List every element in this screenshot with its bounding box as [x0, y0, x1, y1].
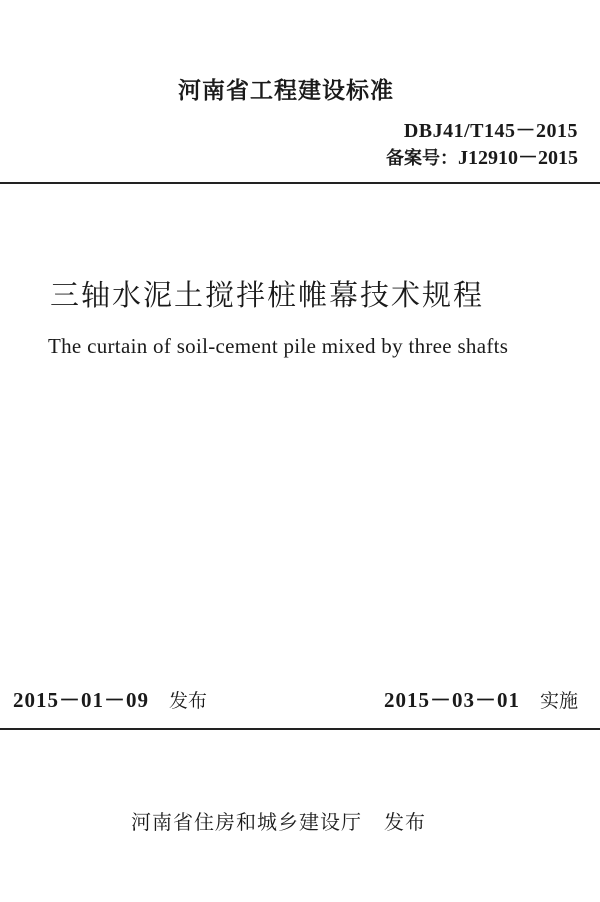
document-title-chinese: 三轴水泥土搅拌桩帷幕技术规程: [50, 278, 485, 312]
effective-date: 2015－03－01: [383, 688, 520, 712]
standard-category: 河南省工程建设标准: [178, 78, 394, 104]
record-number-line: [386, 141, 578, 170]
standard-code: DBJ41/T145－2015: [403, 120, 578, 142]
document-title-english: The curtain of soil-cement pile mixed by three shafts: [48, 334, 509, 358]
effective-label: 实施: [539, 690, 578, 712]
publisher-name: 河南省住房和城乡建设厅: [131, 810, 362, 834]
publish-label: 发布: [384, 810, 426, 834]
publisher-line: [131, 806, 426, 835]
record-number-value: J12910－2015: [458, 147, 578, 169]
bottom-divider: [0, 728, 600, 730]
effective-date-line: [384, 684, 578, 714]
issue-date-line: [13, 684, 207, 714]
record-number-label: 备案号：: [386, 148, 458, 169]
issue-label: 发布: [169, 690, 208, 712]
top-divider: [0, 182, 600, 184]
issue-date: 2015－01－09: [13, 688, 149, 712]
